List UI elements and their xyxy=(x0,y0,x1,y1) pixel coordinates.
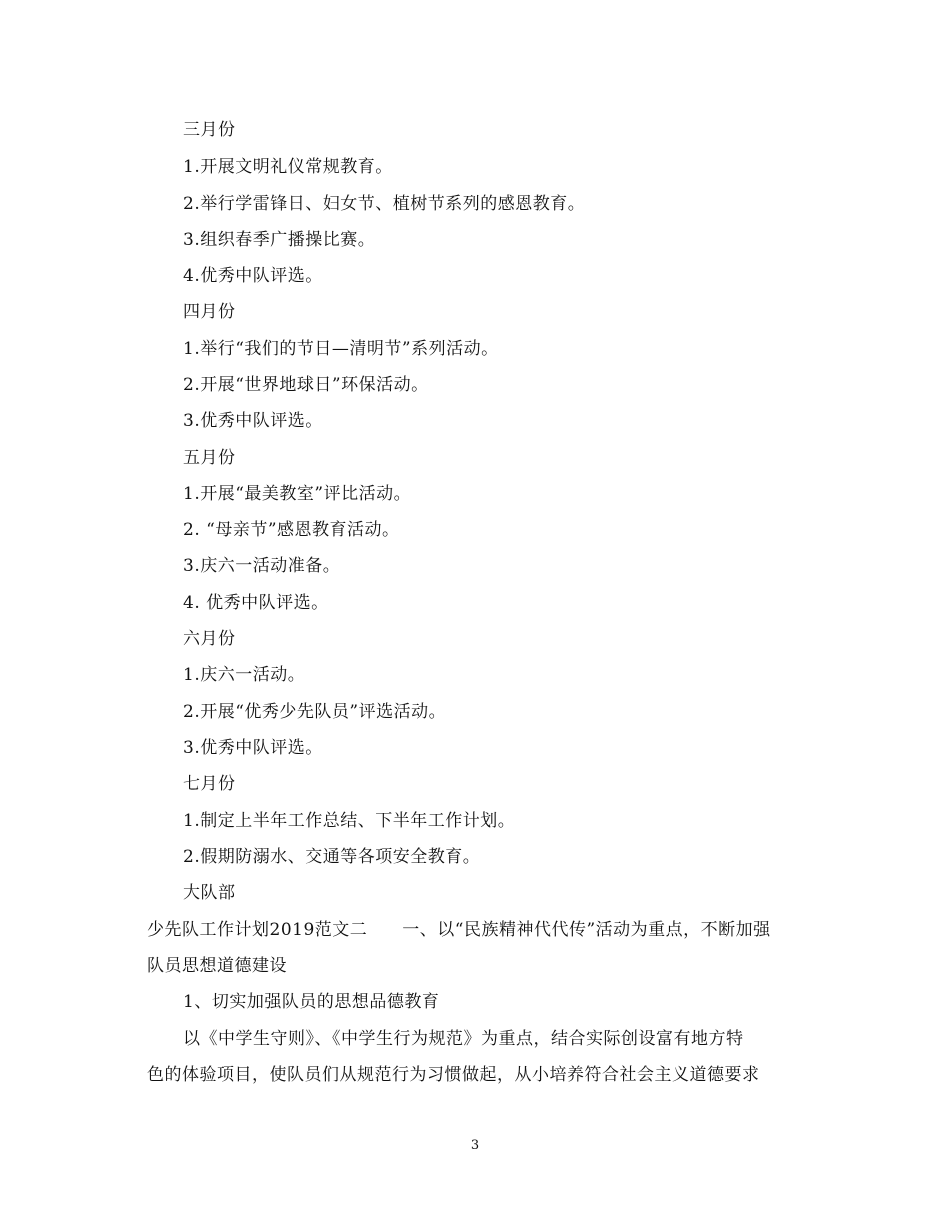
month-heading-july: 七月份 xyxy=(183,774,236,794)
list-item: 3.组织春季广播操比赛。 xyxy=(183,230,376,250)
list-item: 2.开展“优秀少先队员”评选活动。 xyxy=(183,702,447,722)
list-item: 2.假期防溺水、交通等各项安全教育。 xyxy=(183,847,481,867)
list-item: 4.优秀中队评选。 xyxy=(183,266,323,286)
list-item: 3.庆六一活动准备。 xyxy=(183,556,341,576)
month-heading-april: 四月份 xyxy=(183,302,236,322)
section-title: 少先队工作计划2019范文二 一、以“民族精神代代传”活动为重点，不断加强 xyxy=(147,920,771,940)
list-item: 3.优秀中队评选。 xyxy=(183,738,323,758)
month-heading-march: 三月份 xyxy=(183,120,236,140)
section-title-continuation: 队员思想道德建设 xyxy=(147,956,287,976)
list-item: 1.举行“我们的节日—清明节”系列活动。 xyxy=(183,339,499,359)
month-heading-may: 五月份 xyxy=(183,448,236,468)
month-heading-june: 六月份 xyxy=(183,629,236,649)
list-item: 1.开展文明礼仪常规教育。 xyxy=(183,157,393,177)
list-item: 2.举行学雷锋日、妇女节、植树节系列的感恩教育。 xyxy=(183,194,586,214)
list-item: 1.开展“最美教室”评比活动。 xyxy=(183,484,412,504)
list-item: 2.开展“世界地球日”环保活动。 xyxy=(183,375,429,395)
list-item: 3.优秀中队评选。 xyxy=(183,411,323,431)
page-number: 3 xyxy=(470,1138,480,1153)
subsection-heading: 1、切实加强队员的思想品德教育 xyxy=(183,992,440,1012)
body-paragraph-line: 以《中学生守则》、《中学生行为规范》为重点，结合实际创设富有地方特 xyxy=(183,1029,744,1049)
list-item: 1.庆六一活动。 xyxy=(183,665,306,685)
list-item: 4. 优秀中队评选。 xyxy=(183,593,329,613)
signature: 大队部 xyxy=(183,883,236,903)
body-paragraph-line: 色的体验项目，使队员们从规范行为习惯做起，从小培养符合社会主义道德要求 xyxy=(147,1065,760,1085)
list-item: 2. “母亲节”感恩教育活动。 xyxy=(183,520,400,540)
list-item: 1.制定上半年工作总结、下半年工作计划。 xyxy=(183,811,516,831)
